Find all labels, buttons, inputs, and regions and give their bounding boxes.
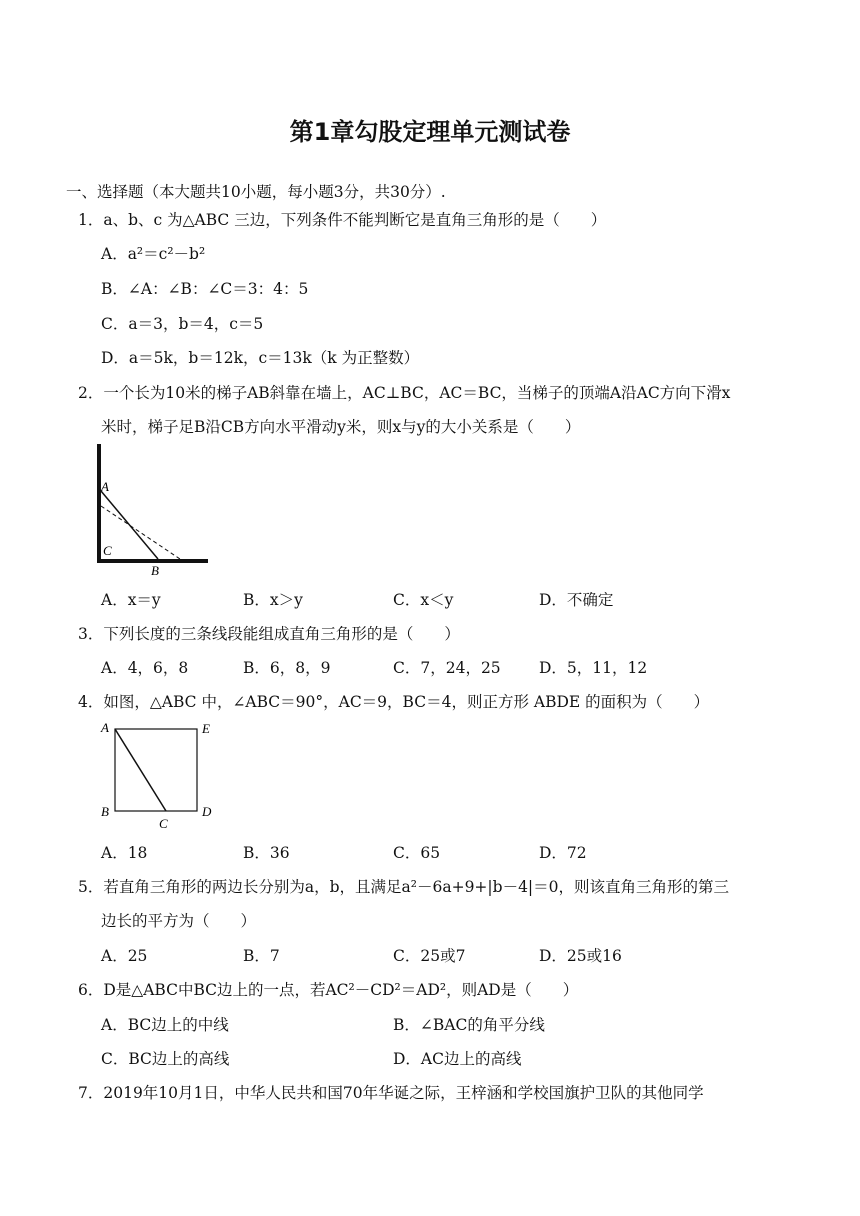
q2-stem-line2: 米时，梯子足B沿CB方向水平滑动y米，则x与y的大小关系是（ ）: [101, 418, 581, 436]
page-title: 第1章勾股定理单元测试卷: [289, 118, 571, 146]
label-a: A: [101, 479, 109, 494]
q6-option-d: D．AC边上的高线: [393, 1050, 522, 1068]
label-b: B: [151, 563, 159, 578]
ladder-figure: [90, 440, 220, 580]
label-c: C: [103, 543, 112, 558]
q2-stem-line1: 2．一个长为10米的梯子AB斜靠在墙上，AC⊥BC，AC＝BC，当梯子的顶端A沿AC方向下滑x: [78, 384, 731, 402]
q2-option-c: C．x＜y: [393, 591, 454, 609]
q4-option-a: A．18: [101, 844, 148, 862]
q4-option-d: D．72: [539, 844, 587, 862]
q3-option-d: D．5，11，12: [539, 659, 648, 677]
q7-stem: 7．2019年10月1日，中华人民共和国70年华诞之际，王梓涵和学校国旗护卫队的其他同学: [78, 1084, 704, 1102]
label-b: B: [101, 804, 109, 819]
q1-option-c: C．a＝3，b＝4，c＝5: [101, 315, 264, 333]
q5-option-b: B．7: [243, 947, 280, 965]
q2-option-b: B．x＞y: [243, 591, 303, 609]
q4-stem: 4．如图，△ABC 中，∠ABC＝90°，AC＝9，BC＝4，则正方形 ABDE 的面积为（ ）: [78, 693, 710, 711]
q1-stem: 1．a、b、c 为△ABC 三边，下列条件不能判断它是直角三角形的是（ ）: [78, 211, 607, 229]
ladder-slid-dashed-line: [101, 506, 180, 559]
q1-option-b: B．∠A：∠B：∠C＝3：4：5: [101, 280, 309, 298]
q4-option-c: C．65: [393, 844, 441, 862]
q1-option-d: D．a＝5k，b＝12k，c＝13k（k 为正整数）: [101, 349, 420, 367]
square-abde: [115, 729, 197, 811]
q2-option-d: D．不确定: [539, 591, 614, 609]
label-d: D: [202, 804, 212, 819]
q4-option-b: B．36: [243, 844, 290, 862]
q6-stem: 6．D是△ABC中BC边上的一点，若AC²－CD²＝AD²，则AD是（ ）: [78, 981, 579, 999]
q5-stem-line2: 边长的平方为（ ）: [101, 912, 257, 930]
square-figure: [96, 716, 226, 832]
q5-stem-line1: 5．若直角三角形的两边长分别为a，b，且满足a²－6a+9+|b－4|＝0，则该直角三角形的第三: [78, 878, 730, 896]
label-a: A: [101, 720, 109, 735]
q5-option-a: A．25: [101, 947, 148, 965]
q6-option-a: A．BC边上的中线: [101, 1016, 229, 1034]
q5-option-c: C．25或7: [393, 947, 466, 965]
q3-option-b: B．6，8，9: [243, 659, 331, 677]
q5-option-d: D．25或16: [539, 947, 622, 965]
q6-option-b: B．∠BAC的角平分线: [393, 1016, 545, 1034]
section-heading: 一、选择题（本大题共10小题，每小题3分，共30分）.: [66, 183, 446, 201]
label-e: E: [202, 721, 210, 736]
q6-option-c: C．BC边上的高线: [101, 1050, 230, 1068]
q3-option-c: C．7，24，25: [393, 659, 501, 677]
segment-ac: [115, 729, 166, 811]
label-c: C: [159, 816, 168, 831]
q2-option-a: A．x＝y: [101, 591, 161, 609]
q1-option-a: A．a²＝c²－b²: [101, 245, 206, 263]
q3-option-a: A．4，6，8: [101, 659, 189, 677]
q3-stem: 3．下列长度的三条线段能组成直角三角形的是（ ）: [78, 625, 460, 643]
